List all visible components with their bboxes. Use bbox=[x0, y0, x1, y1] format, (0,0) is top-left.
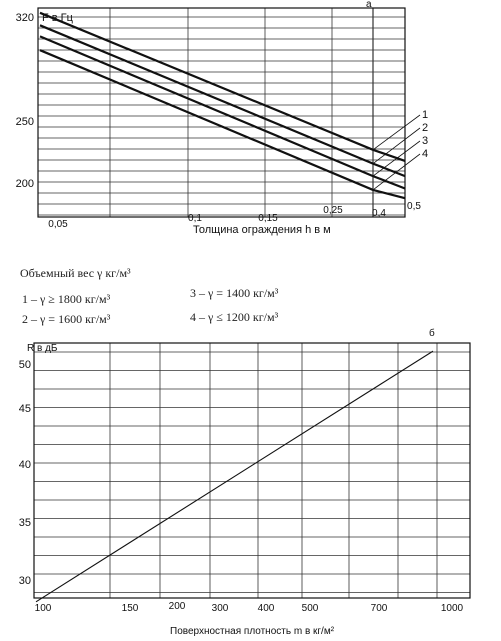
x-tick-label: 0,4 bbox=[372, 208, 386, 219]
series-label-1: 1 bbox=[422, 109, 429, 121]
y-tick-label: 40 bbox=[18, 459, 31, 471]
series-label-3: 3 bbox=[422, 135, 429, 147]
x-tick-label: 700 bbox=[370, 603, 388, 614]
y-tick-label: 45 bbox=[18, 403, 31, 415]
x-tick-label: 150 bbox=[121, 603, 139, 614]
y-axis-title: F в Гц bbox=[42, 12, 73, 24]
legend-item-1: 1 – γ ≥ 1800 кг/м³ bbox=[22, 292, 111, 306]
x-tick-label: 0,5 bbox=[407, 201, 421, 212]
y-tick-label: 30 bbox=[18, 575, 31, 587]
legend-title: Объемный вес γ кг/м³ bbox=[20, 266, 131, 280]
y-tick-label: 200 bbox=[15, 178, 34, 190]
y-tick-label: 35 bbox=[18, 517, 31, 529]
x-tick-label: 0,15 bbox=[258, 213, 278, 224]
legend-item-3: 3 – γ = 1400 кг/м³ bbox=[190, 286, 279, 300]
x-tick-label: 100 bbox=[34, 603, 52, 614]
series-line-2 bbox=[40, 25, 405, 176]
x-tick-label: 400 bbox=[257, 603, 275, 614]
x-tick-label: 200 bbox=[168, 601, 186, 612]
x-tick-label: 1000 bbox=[440, 603, 464, 614]
x-axis-title: Поверхностная плотность m в кг/м² bbox=[170, 626, 335, 637]
series-line-1 bbox=[40, 13, 405, 161]
series-line-3 bbox=[40, 36, 405, 188]
x-tick-label: 0,25 bbox=[323, 205, 343, 216]
x-tick-label: 0,05 bbox=[48, 219, 68, 230]
y-axis-title: R в дБ bbox=[27, 343, 58, 354]
series-leader-1 bbox=[373, 115, 420, 150]
series-label-2: 2 bbox=[422, 122, 429, 134]
x-axis-title: Толщина ограждения h в м bbox=[193, 224, 331, 236]
panel-label-b: б bbox=[429, 328, 435, 339]
legend-item-4: 4 – γ ≤ 1200 кг/м³ bbox=[190, 310, 279, 324]
x-tick-label: 300 bbox=[211, 603, 229, 614]
y-tick-label: 320 bbox=[15, 12, 34, 24]
legend-item-2: 2 – γ = 1600 кг/м³ bbox=[22, 312, 111, 326]
panel-label-a: а bbox=[366, 0, 372, 10]
x-tick-label: 500 bbox=[301, 603, 319, 614]
y-tick-label: 50 bbox=[18, 359, 31, 371]
series-label-4: 4 bbox=[422, 148, 429, 160]
x-tick-label: 0,1 bbox=[188, 213, 202, 224]
y-tick-label: 250 bbox=[15, 116, 34, 128]
plot-frame bbox=[34, 343, 470, 598]
